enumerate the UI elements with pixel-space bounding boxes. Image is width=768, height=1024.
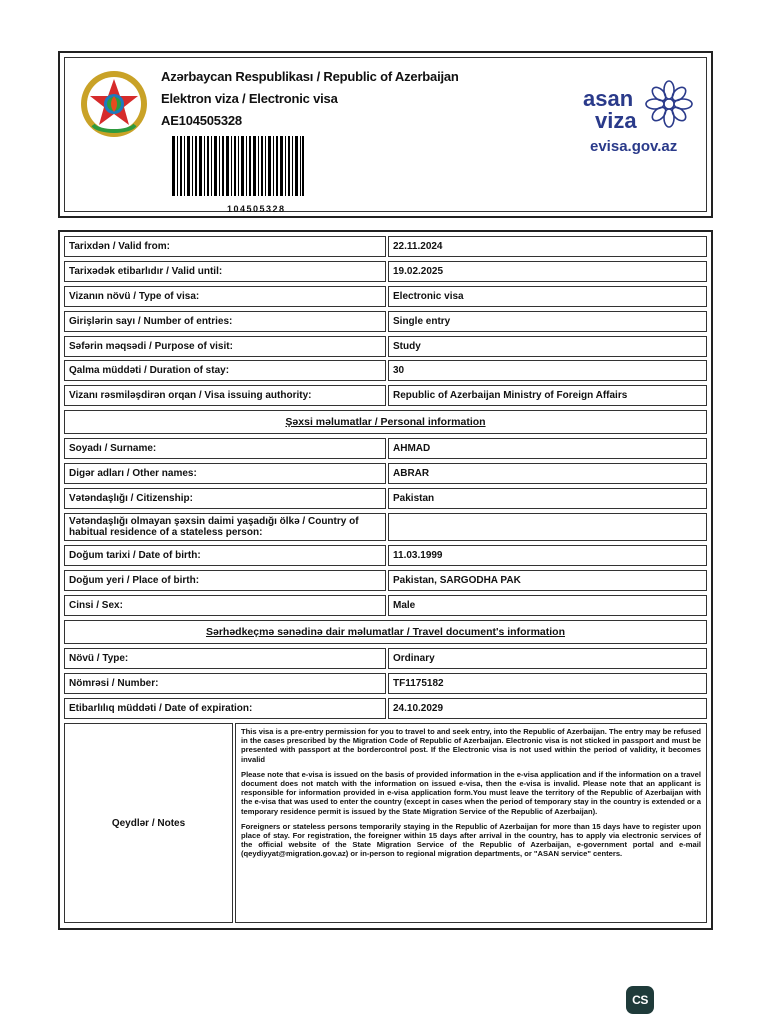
row-label: Qalma müddəti / Duration of stay: [64,360,386,381]
row-label: Nömrəsi / Number: [64,673,386,694]
row-label: Doğum yeri / Place of birth: [64,570,386,591]
row-label: Etibarlılıq müddəti / Date of expiration: [64,698,386,719]
asan-flower-icon [646,81,692,127]
table-row [64,311,707,332]
barcode-icon [172,136,304,196]
table-row [64,261,707,282]
row-value: Male [388,595,707,616]
row-label: Tarixdən / Valid from: [64,236,386,257]
camscanner-badge: CS [626,986,654,1014]
row-label: Vizanı rəsmiləşdirən orqan / Visa issuing authority: [64,385,386,406]
table-row [64,488,707,509]
table-row [64,673,707,694]
row-value: AHMAD [388,438,707,459]
row-value: 19.02.2025 [388,261,707,282]
table-row [64,513,707,541]
row-value: 24.10.2029 [388,698,707,719]
barcode-number: 104505328 [227,204,286,214]
table-row [64,438,707,459]
notes-paragraph-2: Please note that e-visa is issued on the basis of provided information in the e-visa application and if the information on a travel document does not match with the information on issued e-visa, then the e-visa is invalid. Please note that an applicant is responsible for information provided in e-visa application form.You must leave the territory of the Republic of Azerbaijan with the e-visa that was used to enter the country (except in cases when the period of temporary stay in the country is extended or a temporary residence permit is issued by the State Migration Service of the Republic of Azerbaijan). [241,769,701,816]
notes-paragraph-3: Foreigners or stateless persons temporarily staying in the Republic of Azerbaijan for more than 15 days have to register upon place of stay. For registration, the foreigner within 15 days after arrival in the country, has to apply via electronic services of the official website of the State Migration Service of the Republic of Azerbaijan, e-government portal and e-mail (qeydiyyat@migration.gov.az) or in-person to regional migration departments, or "ASAN service" centers. [241,821,701,859]
row-label: Soyadı / Surname: [64,438,386,459]
row-label: Cinsi / Sex: [64,595,386,616]
row-value: ABRAR [388,463,707,484]
row-value: Study [388,336,707,357]
table-row [64,595,707,616]
visa-header-inner [64,57,707,212]
table-row [64,360,707,381]
table-row [64,385,707,406]
row-value: TF1175182 [388,673,707,694]
visa-details-table [58,230,713,930]
notes-label: Qeydlər / Notes [64,723,233,923]
row-label: Tarixədək etibarlıdır / Valid until: [64,261,386,282]
table-row [64,648,707,669]
section-heading-travel: Sərhədkeçmə sənədinə dair məlumatlar / Travel document's information [64,620,707,644]
notes-text [235,723,707,923]
row-value: Pakistan, SARGODHA PAK [388,570,707,591]
table-row [64,286,707,307]
visa-id: AE104505328 [161,113,242,128]
logo-text-bottom: viza [595,108,637,133]
table-row [64,545,707,566]
table-row [64,698,707,719]
table-row [64,570,707,591]
row-value: Electronic visa [388,286,707,307]
row-value: 22.11.2024 [388,236,707,257]
row-value: 11.03.1999 [388,545,707,566]
table-row [64,336,707,357]
row-label: Vizanın növü / Type of visa: [64,286,386,307]
row-value [388,513,707,541]
row-value: Ordinary [388,648,707,669]
logo-url: evisa.gov.az [590,138,678,155]
notes-paragraph-1: This visa is a pre-entry permission for you to travel to and seek entry, into the Republic of Azerbaijan. The entry may be refused in the cases prescribed by the Migration Code of Republic of Azerbaijan. Electronic visa is not sticked in passport and must be presented with passport at the bordercontrol post. If the Electronic visa is not used within the period of validity, it becomes invalid [241,727,701,764]
row-value: Republic of Azerbaijan Ministry of Foreign Affairs [388,385,707,406]
table-row [64,236,707,257]
row-value: Pakistan [388,488,707,509]
table-row [64,463,707,484]
header-doc-type: Elektron viza / Electronic visa [161,91,338,106]
row-label: Digər adları / Other names: [64,463,386,484]
header-country: Azərbaycan Respublikası / Republic of Azerbaijan [161,69,459,84]
row-label: Növü / Type: [64,648,386,669]
row-label: Səfərin məqsədi / Purpose of visit: [64,336,386,357]
visa-header [58,51,713,218]
row-label: Vətəndaşlığı / Citizenship: [64,488,386,509]
azerbaijan-emblem-icon [79,69,149,139]
row-value: Single entry [388,311,707,332]
row-label: Doğum tarixi / Date of birth: [64,545,386,566]
row-label: Vətəndaşlığı olmayan şəxsin daimi yaşadığı ölkə / Country of habitual residence of a stateless person: [64,513,386,541]
row-value: 30 [388,360,707,381]
logo-text-top: asan [583,86,634,111]
row-label: Girişlərin sayı / Number of entries: [64,311,386,332]
section-heading-personal: Şəxsi məlumatlar / Personal information [64,410,707,434]
